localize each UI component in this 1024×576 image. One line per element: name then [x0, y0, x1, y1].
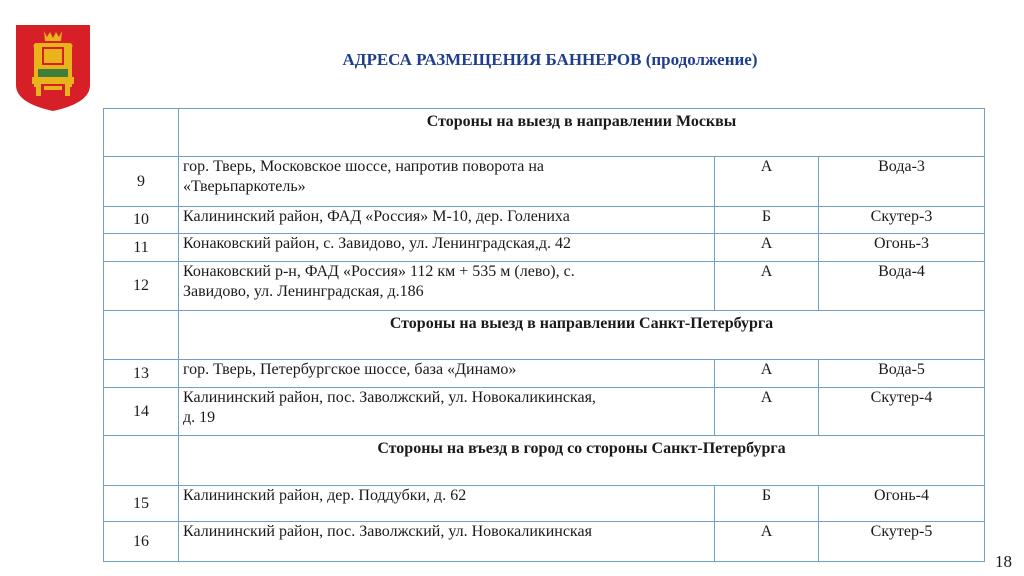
code-cell: Скутер-3	[819, 207, 985, 234]
row-number: 11	[104, 234, 179, 262]
page-title-main: АДРЕСА РАЗМЕЩЕНИЯ БАННЕРОВ	[342, 50, 642, 69]
table-row	[104, 207, 985, 234]
row-number: 10	[104, 207, 179, 234]
row-number: 9	[104, 157, 179, 207]
page-title-suffix: (продолжение)	[645, 50, 758, 69]
code-cell: Огонь-4	[819, 486, 985, 522]
address-line: Калининский район, пос. Заволжский, ул. Новокаликинская,	[183, 389, 596, 406]
section-row	[104, 109, 985, 157]
address-cell: Калининский район, пос. Заволжский, ул. Новокаликинская	[179, 522, 715, 562]
address-cell	[179, 157, 715, 207]
side-cell: А	[715, 522, 819, 562]
code-cell: Огонь-3	[819, 234, 985, 262]
address-cell	[179, 388, 715, 436]
banner-addresses-table	[103, 108, 985, 562]
table-row	[104, 486, 985, 522]
row-number: 14	[104, 388, 179, 436]
page-title	[180, 50, 920, 70]
row-number: 15	[104, 486, 179, 522]
row-number: 13	[104, 360, 179, 388]
address-cell	[179, 262, 715, 311]
side-cell: А	[715, 234, 819, 262]
code-cell: Вода-5	[819, 360, 985, 388]
code-cell: Вода-4	[819, 262, 985, 311]
address-line: Конаковский р-н, ФАД «Россия» 112 км + 535 м (лево), с.	[183, 263, 575, 280]
address-line: гор. Тверь, Московское шоссе, напротив поворота на	[183, 158, 544, 175]
section-heading: Стороны на въезд в город со стороны Санкт-Петербурга	[179, 436, 985, 486]
page-number: 18	[995, 552, 1012, 571]
address-line: д. 19	[183, 409, 216, 426]
code-cell: Скутер-4	[819, 388, 985, 436]
section-heading: Стороны на выезд в направлении Москвы	[179, 109, 985, 157]
code-cell: Вода-3	[819, 157, 985, 207]
table-row	[104, 522, 985, 562]
table-row	[104, 234, 985, 262]
section-row	[104, 436, 985, 486]
table-row	[104, 262, 985, 311]
section-row	[104, 311, 985, 360]
table-row	[104, 157, 985, 207]
row-number: 16	[104, 522, 179, 562]
section-num-cell	[104, 311, 179, 360]
tver-coat-of-arms-icon	[14, 23, 92, 113]
section-num-cell	[104, 436, 179, 486]
side-cell: Б	[715, 207, 819, 234]
side-cell: А	[715, 157, 819, 207]
section-num-cell	[104, 109, 179, 157]
code-cell: Скутер-5	[819, 522, 985, 562]
section-heading: Стороны на выезд в направлении Санкт-Петербурга	[179, 311, 985, 360]
side-cell: А	[715, 360, 819, 388]
side-cell: А	[715, 388, 819, 436]
table-row	[104, 360, 985, 388]
address-cell: Калининский район, ФАД «Россия» М-10, дер. Голениха	[179, 207, 715, 234]
address-line: Завидово, ул. Ленинградская, д.186	[183, 283, 424, 300]
address-line: «Тверьпаркотель»	[183, 178, 306, 195]
side-cell: А	[715, 262, 819, 311]
side-cell: Б	[715, 486, 819, 522]
table-row	[104, 388, 985, 436]
address-cell: Конаковский район, с. Завидово, ул. Ленинградская,д. 42	[179, 234, 715, 262]
row-number: 12	[104, 262, 179, 311]
address-cell: Калининский район, дер. Поддубки, д. 62	[179, 486, 715, 522]
address-cell: гор. Тверь, Петербургское шоссе, база «Динамо»	[179, 360, 715, 388]
